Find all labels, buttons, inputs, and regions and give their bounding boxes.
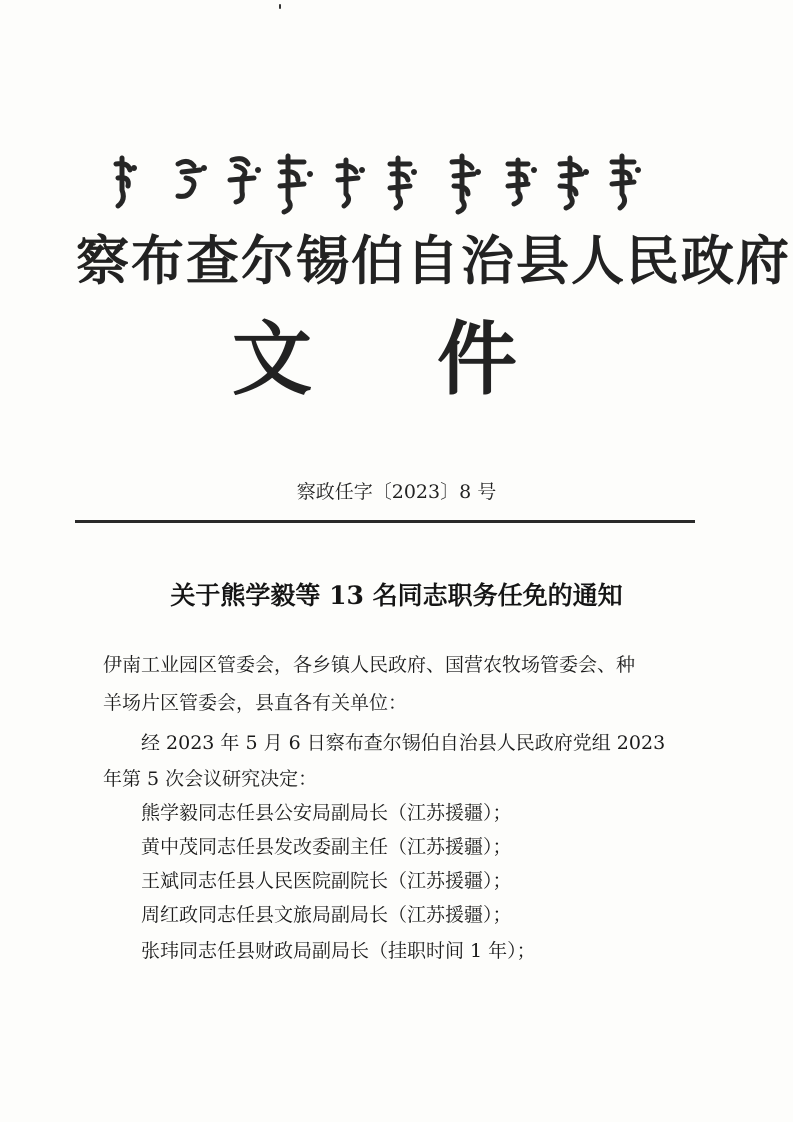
scan-speck	[279, 4, 281, 9]
intro-line-1: 经 2023 年 5 月 6 日察布查尔锡伯自治县人民政府党组 2023	[141, 732, 666, 754]
recipients-line-2: 羊场片区管委会，县直各有关单位：	[103, 692, 408, 714]
appointment-item: 周红政同志任县文旅局副局长（江苏援疆）；	[141, 904, 512, 926]
document-char-jian: 件	[437, 313, 517, 406]
notice-title: 关于熊学毅等 13 名同志职务任免的通知	[170, 581, 623, 610]
intro-line-2: 年第 5 次会议研究决定：	[103, 768, 318, 790]
appointment-item: 王斌同志任县人民医院副院长（江苏援疆）；	[141, 870, 512, 892]
document-char-wen: 文	[232, 313, 312, 406]
mongolian-script-header	[108, 150, 648, 216]
appointment-item: 黄中茂同志任县发改委副主任（江苏援疆）；	[141, 836, 512, 858]
document-word	[232, 312, 562, 408]
header-divider	[75, 520, 695, 523]
recipients-line-1: 伊南工业园区管委会，各乡镇人民政府、国营农牧场管委会、种	[103, 654, 636, 676]
appointment-item: 熊学毅同志任县公安局副局长（江苏援疆）；	[141, 802, 512, 824]
appointment-item: 张玮同志任县财政局副局长（挂职时间 1 年）；	[141, 940, 536, 962]
document-number: 察政任字〔2023〕8 号	[296, 481, 497, 503]
issuing-organization-name: 察布查尔锡伯自治县人民政府	[76, 231, 791, 292]
